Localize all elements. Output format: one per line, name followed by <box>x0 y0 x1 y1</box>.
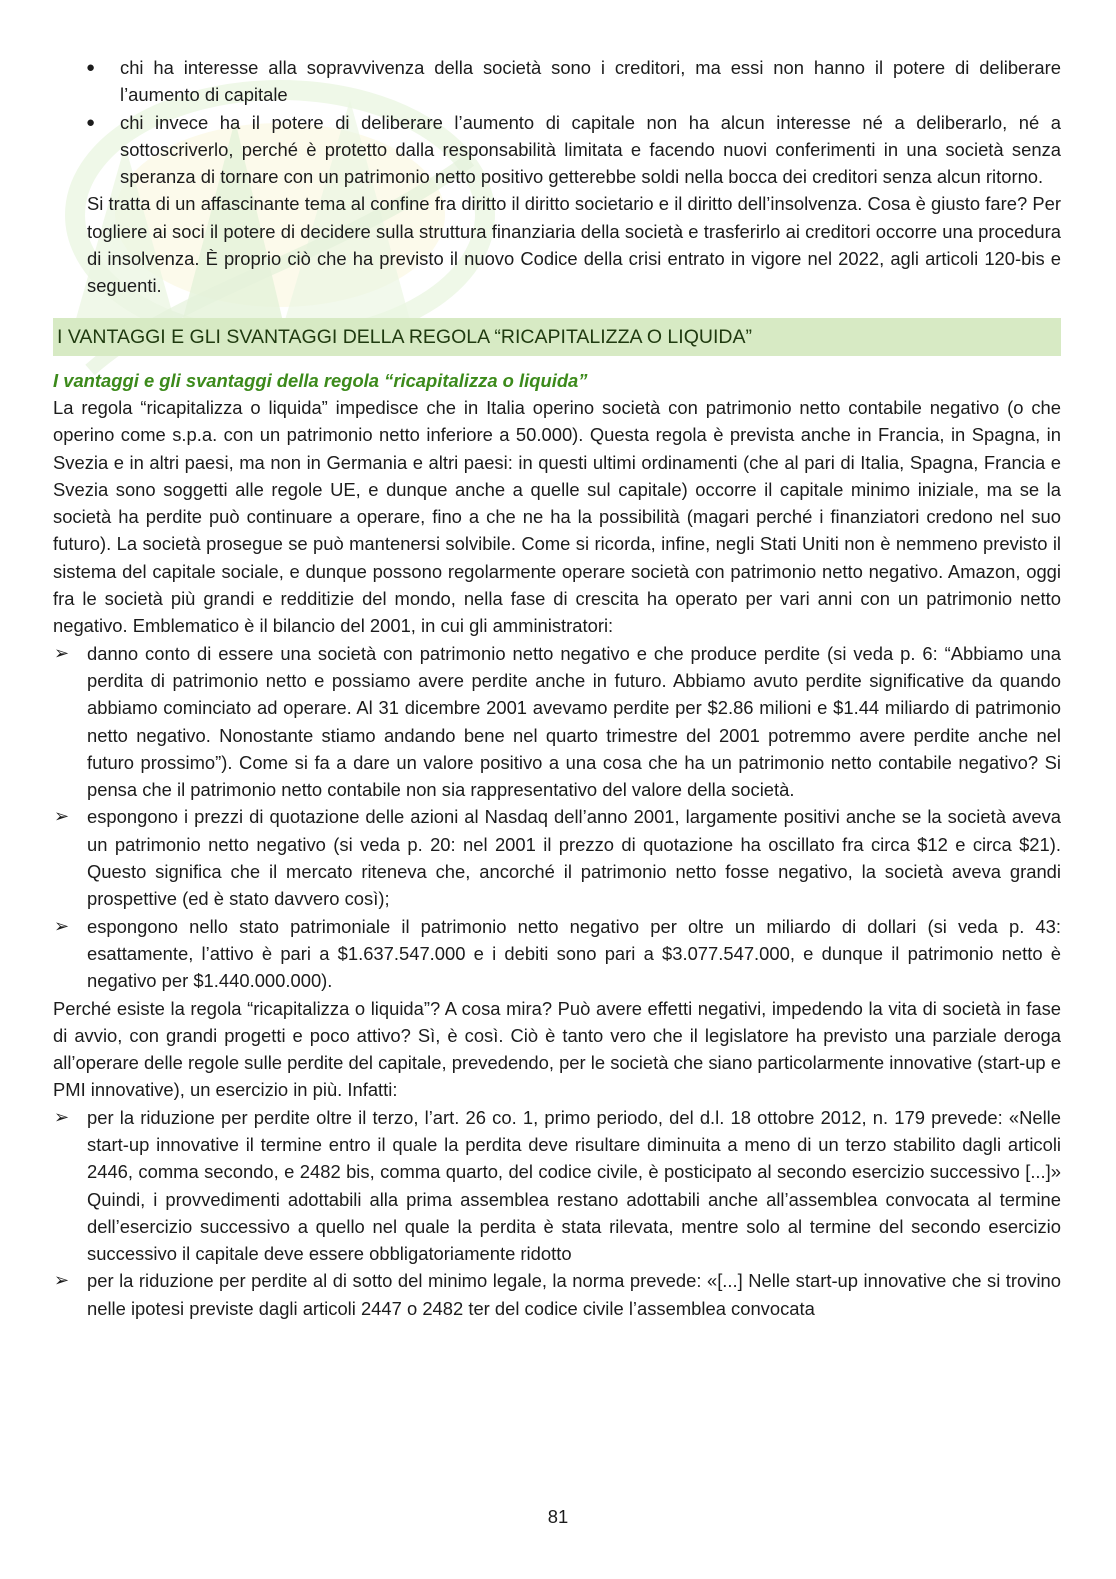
amazon-arrow-list <box>53 640 1061 995</box>
top-bullet-list <box>53 54 1061 190</box>
list-item <box>53 1267 1061 1322</box>
list-item-text: per la riduzione per perdite al di sotto del minimo legale, la norma prevede: «[...] Nelle start-up innovative che si trovino nelle ipotesi previste dagli articoli 2447 o 2482 ter del codice civile l’assemblea convocata <box>87 1270 1061 1319</box>
paragraph-regola: La regola “ricapitalizza o liquida” impedisce che in Italia operino società con patrimonio netto contabile negativo (o che operino come s.p.a. con un patrimonio netto inferiore a 50.000). Questa regola è prevista anche in Francia, in Spagna, in Svezia e in altri paesi, ma non in Germania e altri paesi: in questi ultimi ordinamenti (che al pari di Italia, Spagna, Francia e Svezia sono soggetti alle regole UE, e dunque anche a quelle sul capitale) occorre il capitale minimo iniziale, ma se la società ha perdite può continuare a operare, fino a che ne ha la possibilità (magari perché i finanziatori credono nel suo futuro). La società prosegue se può mantenersi solvibile. Come si ricorda, infine, negli Stati Uniti non è nemmeno previsto il sistema del capitale sociale, e dunque possono regolarmente operare società con patrimonio netto negativo. Amazon, oggi fra le società più grandi e redditizie del mondo, nella fase di crescita ha operato per vari anni con un patrimonio netto negativo. Emblematico è il bilancio del 2001, in cui gli amministratori: <box>53 396 1061 637</box>
list-item <box>53 1104 1061 1268</box>
bullet-icon: ● <box>86 59 96 76</box>
section-heading: I VANTAGGI E GLI SVANTAGGI DELLA REGOLA “RICAPITALIZZA O LIQUIDA” <box>53 318 1061 356</box>
list-item-text: espongono nello stato patrimoniale il patrimonio netto negativo per oltre un miliardo di dollari (si veda p. 43: esattamente, l’attivo è pari a $1.637.547.000 e i debiti sono pari a $3.077.547.000, e dunque il patrimonio netto è negativo per $1.440.000.000). <box>87 915 1061 992</box>
list-item <box>53 54 1061 109</box>
list-item <box>53 640 1061 804</box>
startup-arrow-list <box>53 1104 1061 1322</box>
list-item-text: chi ha interesse alla sopravvivenza della società sono i creditori, ma essi non hanno il potere di deliberare l’aumento di capitale <box>120 57 1061 106</box>
list-item <box>53 803 1061 912</box>
arrow-bullet-icon: ➢ <box>54 915 70 936</box>
list-item-text: per la riduzione per perdite oltre il terzo, l’art. 26 co. 1, primo periodo, del d.l. 18 ottobre 2012, n. 179 prevede: «Nelle start-up innovative il termine entro il quale la perdita deve risultare diminuita a meno di un terzo stabilito dagli articoli 2446, comma secondo, e 2482 bis, comma quarto, del codice civile, è posticipato al secondo esercizio successivo [...]» Quindi, i provvedimenti adottabili alla prima assemblea restano adottabili anche all’assemblea convocata al termine dell’esercizio successivo a quello nel quale la perdita è stata rilevata, mentre solo al termine del secondo esercizio successivo il capitale deve essere obbligatoriamente ridotto <box>87 1106 1061 1265</box>
page-number: 81 <box>547 1506 569 1527</box>
paragraph-insolvenza: Si tratta di un affascinante tema al confine fra diritto il diritto societario e il diritto dell’insolvenza. Cosa è giusto fare? Per togliere ai soci il potere di decidere sulla struttura finanziaria della società e trasferirlo ai creditori occorre una procedura di insolvenza. È proprio ciò che ha previsto il nuovo Codice della crisi entrato in vigore nel 2022, agli articoli 120-bis e seguenti. <box>87 193 1061 297</box>
list-item <box>53 913 1061 995</box>
subheading: I vantaggi e gli svantaggi della regola “ricapitalizza o liquida” <box>53 369 588 391</box>
list-item-text: chi invece ha il potere di deliberare l’aumento di capitale non ha alcun interesse né a deliberarlo, né a sottoscriverlo, perché è protetto dalla responsabilità limitata e facendo nuovi conferimenti in una società senza speranza di tornare con un patrimonio netto positivo getterebbe soldi nella bocca dei creditori senza alcun ritorno. <box>120 111 1061 188</box>
arrow-bullet-icon: ➢ <box>54 1270 70 1291</box>
list-item-text: espongono i prezzi di quotazione delle azioni al Nasdaq dell’anno 2001, largamente positivi anche se la società aveva un patrimonio netto negativo (si veda p. 20: nel 2001 il prezzo di quotazione ha oscillato fra circa $12 e circa $21). Questo significa che il mercato riteneva che, ancorché il patrimonio netto fosse negativo, la società aveva grandi prospettive (ed è stato davvero così); <box>87 806 1061 910</box>
arrow-bullet-icon: ➢ <box>54 642 70 663</box>
list-item <box>53 109 1061 191</box>
bullet-icon: ● <box>86 113 96 131</box>
list-item-text: danno conto di essere una società con patrimonio netto negativo e che produce perdite (si veda p. 6: “Abbiamo una perdita di patrimonio netto e possiamo avere perdite anche in futuro. Abbiamo avuto perdite significative da quando abbiamo cominciato ad operare. Al 31 dicembre 2001 avevamo perdite per $2.86 milioni e $1.44 miliardo di patrimonio netto negativo. Nonostante stiamo andando bene nel quarto trimestre del 2001 potremmo avere perdite anche nel futuro prossimo”). Come si fa a dare un valore positivo a una cosa che ha un patrimonio netto contabile negativo? Si pensa che il patrimonio netto contabile non sia rappresentativo del valore della società. <box>87 642 1061 801</box>
document-body <box>53 54 1061 1322</box>
arrow-bullet-icon: ➢ <box>54 1106 70 1127</box>
paragraph-perche: Perché esiste la regola “ricapitalizza o liquida”? A cosa mira? Può avere effetti negativi, impedendo la vita di società in fase di avvio, con grandi progetti e poco attivo? Sì, è così. Ciò è tanto vero che il legislatore ha previsto una parziale deroga all’operare delle regole sulle perdite del capitale, prevedendo, per le società che siano particolarmente innovative (start-up e PMI innovative), un esercizio in più. Infatti: <box>53 997 1061 1101</box>
arrow-bullet-icon: ➢ <box>54 806 70 827</box>
